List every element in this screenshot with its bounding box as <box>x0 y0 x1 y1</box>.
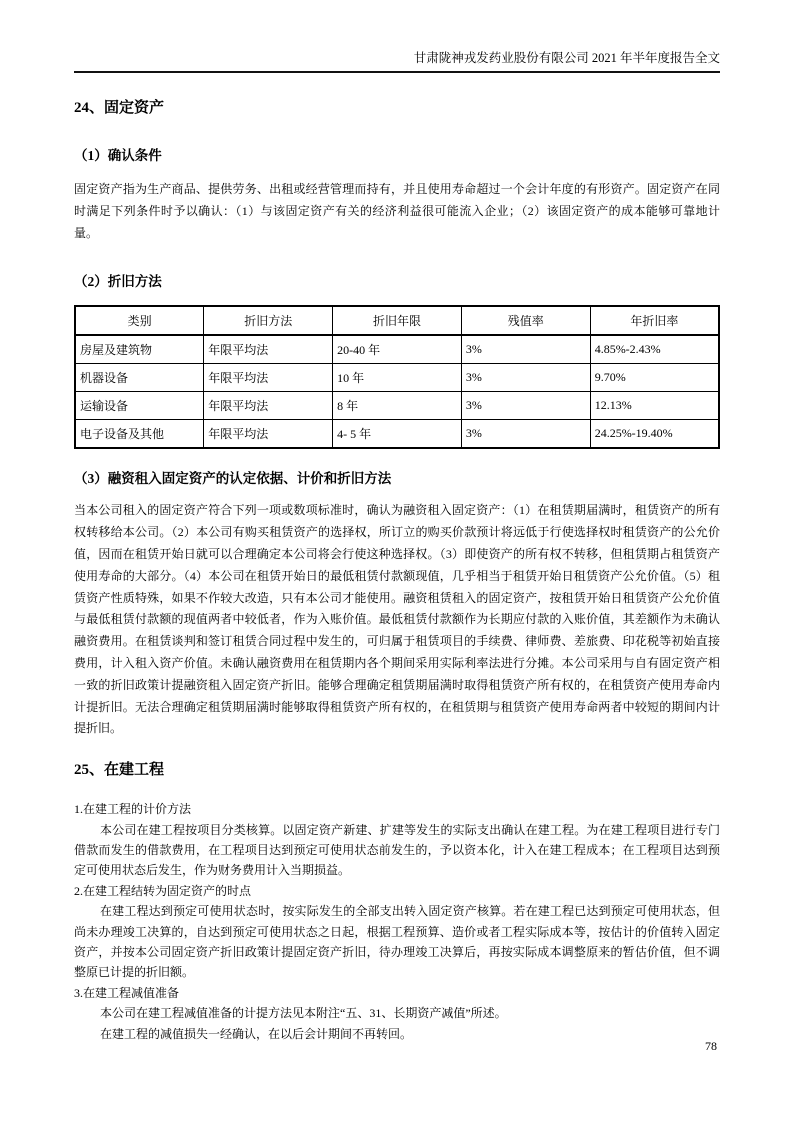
table-cell: 运输设备 <box>75 392 204 420</box>
section-25-body <box>74 799 720 1044</box>
report-header <box>74 0 720 73</box>
table-row-machinery <box>75 364 719 392</box>
header-cell-category: 类别 <box>75 306 204 335</box>
table-cell: 4.85%-2.43% <box>590 335 719 364</box>
header-cell-residual-rate: 残值率 <box>461 306 590 335</box>
table-cell: 12.13% <box>590 392 719 420</box>
depreciation-table-header-row <box>75 306 719 335</box>
cip-transfer-label: 2.在建工程结转为固定资产的时点 <box>74 883 252 898</box>
table-cell: 电子设备及其他 <box>75 420 204 449</box>
cip-valuation-paragraph: 本公司在建工程按项目分类核算。以固定资产新建、扩建等发生的实际支出确认在建工程。为在建工程项目进行专门借款而发生的借款费用，在工程项目达到预定可使用状态前发生的，予以资本化，计入在建工程成本；在工程项目达到预定可使用状态后发生，作为财务费用计入当期损益。 <box>74 822 720 878</box>
table-row-buildings <box>75 335 719 364</box>
header-cell-useful-life: 折旧年限 <box>333 306 462 335</box>
fixed-asset-recognition-paragraph: 固定资产指为生产商品、提供劳务、出租或经营管理而持有，并且使用寿命超过一个会计年度的有形资产。固定资产在同时满足下列条件时予以确认：（1）与该固定资产有关的经济利益很可能流入企业；（2）该固定资产的成本能够可靠地计量。 <box>74 182 720 240</box>
header-cell-annual-rate: 年折旧率 <box>590 306 719 335</box>
table-row-electronics <box>75 420 719 449</box>
table-cell: 年限平均法 <box>204 335 333 364</box>
table-cell: 10 年 <box>333 364 462 392</box>
table-cell: 年限平均法 <box>204 420 333 449</box>
section-24-heading: 24、固定资产 <box>74 100 165 116</box>
table-cell: 机器设备 <box>75 364 204 392</box>
table-cell: 3% <box>461 335 590 364</box>
table-cell: 4- 5 年 <box>333 420 462 449</box>
table-cell: 24.25%-19.40% <box>590 420 719 449</box>
section-25-heading: 25、在建工程 <box>74 762 165 779</box>
table-cell: 3% <box>461 364 590 392</box>
cip-impairment-paragraph-2: 在建工程的减值损失一经确认，在以后会计期间不再转回。 <box>100 1026 413 1041</box>
table-cell: 3% <box>461 392 590 420</box>
table-cell: 8 年 <box>333 392 462 420</box>
section-24-3-heading: （3）融资租入固定资产的认定依据、计价和折旧方法 <box>74 471 392 487</box>
table-cell: 年限平均法 <box>204 392 333 420</box>
report-header-title: 甘肃陇神戎发药业股份有限公司 2021 年半年度报告全文 <box>413 51 720 65</box>
page-number: 78 <box>705 1039 717 1053</box>
cip-transfer-paragraph: 在建工程达到预定可使用状态时，按实际发生的全部支出转入固定资产核算。若在建工程已达到预定可使用状态，但尚未办理竣工决算的，自达到预定可使用状态之日起，根据工程预算、造价或者工程实际成本等，按估计的价值转入固定资产，并按本公司固定资产折旧政策计提固定资产折旧，待办理竣工决算后，再按实际成本调整原来的暂估价值，但不调整原已计提的折旧额。 <box>74 904 720 980</box>
section-24-1-heading: （1）确认条件 <box>74 148 162 163</box>
cip-impairment-label: 3.在建工程减值准备 <box>74 985 180 1000</box>
header-cell-method: 折旧方法 <box>204 306 333 335</box>
table-cell: 20-40 年 <box>333 335 462 364</box>
table-row-transport <box>75 392 719 420</box>
table-cell: 年限平均法 <box>204 364 333 392</box>
table-cell: 3% <box>461 420 590 449</box>
table-cell: 9.70% <box>590 364 719 392</box>
cip-valuation-label: 1.在建工程的计价方法 <box>74 802 192 817</box>
finance-lease-paragraph: 当本公司租入的固定资产符合下列一项或数项标准时，确认为融资租入固定资产：（1）在租赁期届满时，租赁资产的所有权转移给本公司。（2）本公司有购买租赁资产的选择权，所订立的购买价款预计将远低于行使选择权时租赁资产的公允价值，因而在租赁开始日就可以合理确定本公司将会行使这种选择权。（3）即使资产的所有权不转移，但租赁期占租赁资产使用寿命的大部分。（4）本公司在租赁开始日的最低租赁付款额现值，几乎相当于租赁开始日租赁资产公允价值。（5）租赁资产性质特殊，如果不作较大改造，只有本公司才能使用。融资租赁租入的固定资产，按租赁开始日租赁资产公允价值与最低租赁付款额的现值两者中较低者，作为入账价值。最低租赁付款额作为长期应付款的入账价值，其差额作为未确认融资费用。在租赁谈判和签订租赁合同过程中发生的，可归属于租赁项目的手续费、律师费、差旅费、印花税等初始直接费用，计入租入资产价值。未确认融资费用在租赁期内各个期间采用实际利率法进行分摊。本公司采用与自有固定资产相一致的折旧政策计提融资租入固定资产折旧。能够合理确定租赁期届满时取得租赁资产所有权的，在租赁资产使用寿命内计提折旧。无法合理确定租赁期届满时能够取得租赁资产所有权的，在租赁期与租赁资产使用寿命两者中较短的期间内计提折旧。 <box>74 503 720 736</box>
section-24-2-heading: （2）折旧方法 <box>74 274 162 290</box>
depreciation-table <box>74 305 720 449</box>
cip-impairment-paragraph-1: 本公司在建工程减值准备的计提方法见本附注“五、31、长期资产减值”所述。 <box>100 1006 507 1021</box>
table-cell: 房屋及建筑物 <box>75 335 204 364</box>
